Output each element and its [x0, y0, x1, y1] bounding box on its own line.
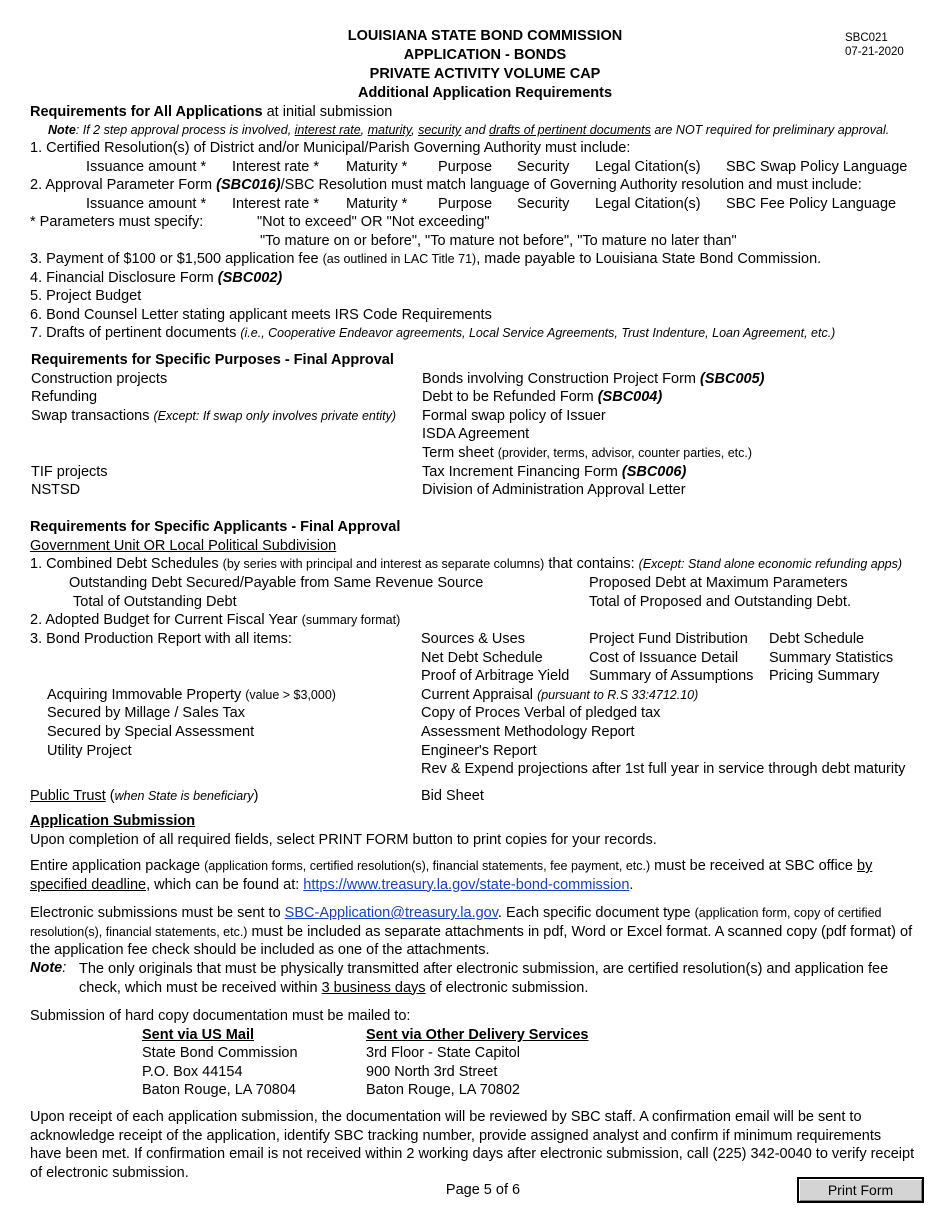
usmail-line: State Bond Commission: [142, 1045, 298, 1061]
row1-security: Security: [517, 159, 570, 175]
acquiring-property-req: Current Appraisal (pursuant to R.S 33:4712.10): [421, 687, 699, 703]
other-delivery-line: 900 North 3rd Street: [366, 1064, 498, 1080]
submission-p2: Entire application package (application forms, certified resolution(s), financial statements, fee payment, etc.) must be received at SBC office by specified deadline, which can be found at: https://www.treasury.la.gov/state-bond-commission.: [30, 858, 873, 893]
row1-swap-policy: SBC Swap Policy Language: [726, 159, 908, 175]
submission-final: Upon receipt of each application submission, the documentation will be reviewed by SBC staff. A confirmation email will be sent to acknowledge receipt of the application, identify SBC tracking number, provide assigned analyst and confirm if minimum requirements have been met. If confirmation email is not received within 2 working days after electronic submission, call (225) 342-0040 to verify receipt of electronic submission.: [30, 1109, 915, 1181]
row2-legal: Legal Citation(s): [595, 196, 701, 212]
report-item: Cost of Issuance Detail: [589, 650, 739, 666]
total-proposed: Total of Proposed and Outstanding Debt.: [589, 594, 851, 610]
all-apps-item-2: 2. Approval Parameter Form (SBC016)/SBC Resolution must match language of Governing Authority resolution and must include:: [30, 177, 862, 193]
secured-millage: Secured by Millage / Sales Tax: [47, 705, 246, 721]
row1-issuance: Issuance amount *: [86, 159, 207, 175]
report-item: Project Fund Distribution: [589, 631, 748, 647]
report-item: Debt Schedule: [769, 631, 865, 647]
treasury-link[interactable]: https://www.treasury.la.gov/state-bond-commission: [303, 876, 630, 893]
all-apps-item-7: 7. Drafts of pertinent documents (i.e., Cooperative Endeavor agreements, Local Service Agreements, Trust Indenture, Loan Agreement, etc.): [30, 325, 836, 341]
title-line-3: PRIVATE ACTIVITY VOLUME CAP: [369, 66, 601, 82]
submission-note: The only originals that must be physically transmitted after electronic submission, are certified resolution(s) and application fee check, which must be received within 3 business days of electronic submission.: [79, 961, 889, 996]
submission-note-label: Note:: [30, 960, 67, 976]
public-trust-req: Bid Sheet: [421, 788, 484, 804]
row1-maturity: Maturity *: [346, 159, 408, 175]
row1-purpose: Purpose: [438, 159, 493, 175]
purpose-tif: TIF projects: [31, 464, 108, 480]
total-outstanding: Total of Outstanding Debt: [73, 594, 237, 610]
report-item: Proof of Arbitrage Yield: [421, 668, 570, 684]
applicants-item-2: 2. Adopted Budget for Current Fiscal Year (summary format): [30, 612, 401, 628]
report-item: Net Debt Schedule: [421, 650, 543, 666]
secured-assessment: Secured by Special Assessment: [47, 724, 255, 740]
print-form-button[interactable]: Print Form: [797, 1177, 924, 1203]
form-date: 07-21-2020: [845, 46, 904, 58]
proposed-debt: Proposed Debt at Maximum Parameters: [589, 575, 848, 591]
usmail-line: P.O. Box 44154: [142, 1064, 243, 1080]
parameters-line-1: "Not to exceed" OR "Not exceeding": [257, 214, 490, 230]
title-line-1: LOUISIANA STATE BOND COMMISSION: [347, 28, 623, 44]
purpose-swap-req-2: ISDA Agreement: [422, 426, 530, 442]
all-apps-item-4: 4. Financial Disclosure Form (SBC002): [30, 270, 283, 286]
acquiring-property: Acquiring Immovable Property (value > $3,000): [47, 687, 336, 703]
other-delivery-heading: Sent via Other Delivery Services: [366, 1027, 589, 1043]
purpose-tif-req: Tax Increment Financing Form (SBC006): [422, 464, 687, 480]
all-apps-note: Note: If 2 step approval process is involved, interest rate, maturity, security and drafts of pertinent documents are NOT required for preliminary approval.: [48, 123, 890, 137]
row2-fee-policy: SBC Fee Policy Language: [726, 196, 897, 212]
title-line-2: APPLICATION - BONDS: [403, 47, 567, 63]
purpose-swap: Swap transactions (Except: If swap only involves private entity): [31, 408, 396, 424]
purpose-construction-req: Bonds involving Construction Project Form (SBC005): [422, 371, 765, 387]
row2-security: Security: [517, 196, 570, 212]
purpose-swap-req-3: Term sheet (provider, terms, advisor, counter parties, etc.): [422, 445, 753, 461]
row2-issuance: Issuance amount *: [86, 196, 207, 212]
applicants-item-3: 3. Bond Production Report with all items:: [30, 631, 292, 647]
purpose-swap-req-1: Formal swap policy of Issuer: [422, 408, 606, 424]
mail-intro: Submission of hard copy documentation must be mailed to:: [30, 1008, 411, 1024]
purpose-construction: Construction projects: [31, 371, 168, 387]
utility-project: Utility Project: [47, 743, 132, 759]
other-delivery-line: Baton Rouge, LA 70802: [366, 1082, 520, 1098]
purpose-refunding-req: Debt to be Refunded Form (SBC004): [422, 389, 663, 405]
report-item: Summary Statistics: [769, 650, 894, 666]
form-code: SBC021: [845, 32, 888, 44]
parameters-label: * Parameters must specify:: [30, 214, 204, 230]
report-item: Sources & Uses: [421, 631, 525, 647]
secured-millage-req: Copy of Proces Verbal of pledged tax: [421, 705, 661, 721]
all-apps-heading: Requirements for All Applications at initial submission: [30, 104, 393, 120]
utility-req-1: Engineer's Report: [421, 743, 537, 759]
usmail-line: Baton Rouge, LA 70804: [142, 1082, 296, 1098]
purpose-nstsd-req: Division of Administration Approval Letter: [422, 482, 686, 498]
purposes-heading: Requirements for Specific Purposes - Final Approval: [31, 352, 394, 368]
submission-heading: Application Submission: [30, 813, 196, 829]
all-apps-item-6: 6. Bond Counsel Letter stating applicant meets IRS Code Requirements: [30, 307, 492, 323]
usmail-heading: Sent via US Mail: [142, 1027, 255, 1043]
applicants-subheading: Government Unit OR Local Political Subdivision: [30, 538, 337, 554]
applicants-item-1: 1. Combined Debt Schedules (by series with principal and interest as separate columns) that contains: (Except: Stand alone economic refunding apps): [30, 556, 903, 572]
submission-p3: Electronic submissions must be sent to SBC-Application@treasury.la.gov. Each specific document type (application form, copy of certified resolution(s), financial statements, etc.) must be included as separate attachments in pdf, Word or Excel format. A scanned copy (pdf format) of the application fee check should be included as one of the attachments.: [30, 905, 913, 958]
other-delivery-line: 3rd Floor - State Capitol: [366, 1045, 520, 1061]
page-number: Page 5 of 6: [445, 1182, 521, 1198]
report-item: Pricing Summary: [769, 668, 880, 684]
email-link[interactable]: SBC-Application@treasury.la.gov: [284, 905, 498, 921]
parameters-line-2: "To mature on or before", "To mature not before", "To mature no later than": [260, 233, 737, 249]
all-apps-item-3: 3. Payment of $100 or $1,500 application fee (as outlined in LAC Title 71), made payable to Louisiana State Bond Commission.: [30, 251, 822, 267]
public-trust: Public Trust (when State is beneficiary): [30, 788, 259, 804]
title-line-4: Additional Application Requirements: [357, 85, 613, 101]
applicants-heading: Requirements for Specific Applicants - Final Approval: [30, 519, 401, 535]
row1-legal: Legal Citation(s): [595, 159, 701, 175]
outstanding-debt: Outstanding Debt Secured/Payable from Same Revenue Source: [69, 575, 484, 591]
secured-assessment-req: Assessment Methodology Report: [421, 724, 635, 740]
row2-maturity: Maturity *: [346, 196, 408, 212]
all-apps-item-5: 5. Project Budget: [30, 288, 142, 304]
submission-p1: Upon completion of all required fields, select PRINT FORM button to print copies for your records.: [30, 832, 657, 848]
purpose-refunding: Refunding: [31, 389, 98, 405]
row2-interest: Interest rate *: [232, 196, 320, 212]
all-apps-item-1: 1. Certified Resolution(s) of District and/or Municipal/Parish Governing Authority must include:: [30, 140, 631, 156]
row1-interest: Interest rate *: [232, 159, 320, 175]
utility-req-2: Rev & Expend projections after 1st full year in service through debt maturity: [421, 761, 906, 777]
row2-purpose: Purpose: [438, 196, 493, 212]
purpose-nstsd: NSTSD: [31, 482, 81, 498]
report-item: Summary of Assumptions: [589, 668, 754, 684]
